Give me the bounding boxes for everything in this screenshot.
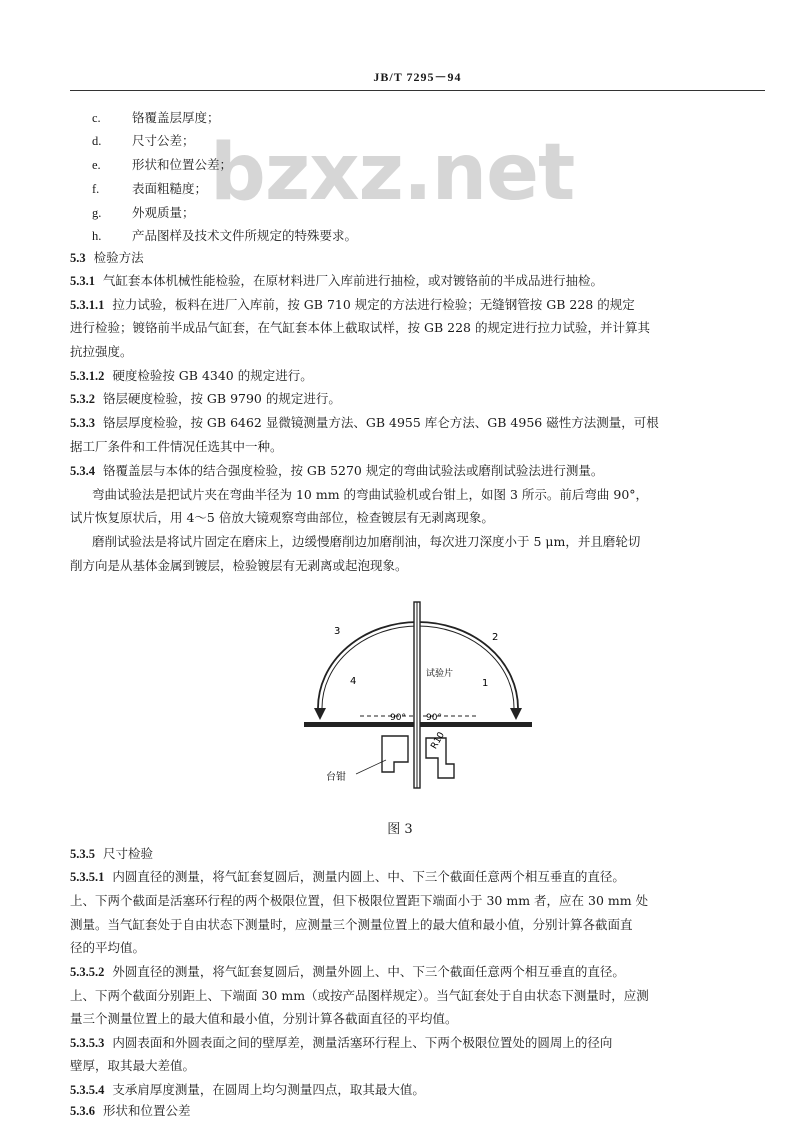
section-text: 铬层硬度检验，按 GB 9790 的规定进行。 (102, 391, 341, 406)
section-5-3-1-1-line3: 抗拉强度。 (70, 344, 133, 359)
section-text: 外圆直径的测量，将气缸套复圆后，测量外圆上、中、下三个截面任意两个相互垂直的直径。 (112, 964, 625, 979)
section-5-3-5-1-line4: 径的平均值。 (70, 940, 146, 955)
section-5-3-5-4 (70, 1082, 425, 1098)
figure-3-caption: 图 3 (387, 822, 413, 837)
section-text: 支承肩厚度测量，在圆周上均匀测量四点，取其最大值。 (112, 1082, 425, 1097)
section-5-3-5-2-line1 (70, 964, 625, 980)
section-number: 5.3.5 (70, 847, 95, 861)
section-5-3-5-1-line1 (70, 869, 625, 885)
list-label: e. (92, 158, 101, 172)
section-text: 硬度检验按 GB 4340 的规定进行。 (112, 368, 313, 383)
grind-test-line1: 磨削试验法是将试片固定在磨床上，边缓慢磨削边加磨削油，每次进刀深度小于 5 μm，并且磨轮切 (92, 534, 641, 549)
list-label: g. (92, 206, 102, 220)
section-number: 5.3.6 (70, 1104, 95, 1118)
figure-label-3: 3 (334, 626, 341, 637)
list-text: 尺寸公差； (132, 133, 195, 148)
header-rule (70, 90, 765, 91)
section-5-3-5-heading (70, 846, 153, 862)
section-5-3-5-1-line3: 测量。当气缸套处于自由状态下测量时，应测量三个测量位置上的最大值和最小值，分别计算各截面直 (70, 917, 633, 932)
list-label: h. (92, 229, 102, 243)
radius-label: R10 (429, 730, 447, 751)
list-label: d. (92, 134, 102, 148)
section-number: 5.3.5.3 (70, 1036, 105, 1050)
section-text: 内圆表面和外圆表面之间的壁厚差，测量活塞环行程上、下两个极限位置处的圆周上的径向 (112, 1035, 613, 1050)
section-text: 拉力试验，板料在进厂入库前，按 GB 710 规定的方法进行检验；无缝钢管按 GB 228 的规定 (112, 297, 635, 312)
figure-3-bend-test-diagram (290, 598, 550, 812)
section-number: 5.3.5.2 (70, 965, 105, 979)
section-5-3-3-line1 (70, 415, 659, 431)
angle-left-label: 90° (390, 713, 406, 723)
vise-label: 台钳 (326, 772, 346, 783)
section-5-3-4-line1 (70, 463, 603, 479)
section-5-3-1-1-line2: 进行检验；镀铬前半成品气缸套，在气缸套本体上截取试样，按 GB 228 的规定进行拉力试验，并计算其 (70, 320, 650, 335)
section-text: 铬层厚度检验，按 GB 6462 显微镜测量方法、GB 4955 库仑方法、GB 4956 磁性方法测量，可根 (102, 415, 659, 430)
section-5-3-1-2 (70, 368, 313, 384)
left-arrowhead (314, 708, 326, 720)
section-number: 5.3.4 (70, 464, 95, 478)
section-5-3-3-line2: 据工厂条件和工件情况任选其中一种。 (70, 439, 283, 454)
bend-test-line1: 弯曲试验法是把试片夹在弯曲半径为 10 mm 的弯曲试验机或台钳上，如图 3 所示。前后弯曲 90°， (92, 487, 649, 502)
list-label: c. (92, 111, 101, 125)
list-text: 表面粗糙度； (132, 181, 208, 196)
figure-label-2: 2 (492, 632, 499, 643)
section-5-3-5-1-line2: 上、下两个截面是活塞环行程的两个极限位置，但下极限位置距下端面小于 30 mm 者，应在 30 mm 处 (70, 893, 649, 908)
section-5-3-2 (70, 391, 341, 407)
section-5-3-1 (70, 273, 603, 289)
angle-right-label: 90° (426, 713, 442, 723)
list-label: f. (92, 182, 100, 196)
list-text: 产品图样及技术文件所规定的特殊要求。 (132, 228, 358, 243)
section-text: 铬覆盖层与本体的结合强度检验，按 GB 5270 规定的弯曲试验法或磨削试验法进行测量。 (102, 463, 604, 478)
section-number: 5.3.5.4 (70, 1083, 105, 1097)
list-item-e (92, 157, 232, 173)
section-number: 5.3 (70, 251, 86, 265)
section-number: 5.3.2 (70, 392, 95, 406)
section-5-3-5-2-line2: 上、下两个截面分别距上、下端面 30 mm（或按产品图样规定）。当气缸套处于自由状态下测量时，应测 (70, 988, 649, 1003)
section-5-3-5-2-line3: 量三个测量位置上的最大值和最小值，分别计算各截面直径的平均值。 (70, 1011, 458, 1026)
right-arrowhead (510, 708, 522, 720)
section-title: 形状和位置公差 (102, 1103, 191, 1118)
bend-test-line2: 试片恢复原状后，用 4～5 倍放大镜观察弯曲部位，检查镀层有无剥离现象。 (70, 510, 494, 525)
section-number: 5.3.1.1 (70, 298, 105, 312)
section-number: 5.3.1 (70, 274, 95, 288)
section-text: 内圆直径的测量，将气缸套复圆后，测量内圆上、中、下三个截面任意两个相互垂直的直径。 (112, 869, 625, 884)
list-item-f (92, 181, 207, 197)
section-5-3-heading (70, 250, 144, 266)
section-5-3-5-3-line2: 壁厚，取其最大差值。 (70, 1058, 196, 1073)
list-item-h (92, 228, 357, 244)
section-title: 检验方法 (93, 250, 144, 265)
specimen-label: 试验片 (426, 669, 454, 679)
section-number: 5.3.1.2 (70, 369, 105, 383)
watermark: bzxz.net (210, 128, 575, 218)
section-5-3-6-heading (70, 1103, 190, 1119)
list-item-d (92, 133, 195, 149)
list-text: 形状和位置公差； (132, 157, 233, 172)
section-text: 气缸套本体机械性能检验，在原材料进厂入库前进行抽检，或对镀铬前的半成品进行抽检。 (102, 273, 603, 288)
list-text: 铬覆盖层厚度； (132, 110, 220, 125)
section-number: 5.3.5.1 (70, 870, 105, 884)
figure-label-1: 1 (482, 678, 489, 689)
list-item-c (92, 110, 220, 126)
list-text: 外观质量； (132, 205, 195, 220)
section-title: 尺寸检验 (102, 846, 153, 861)
grind-test-line2: 削方向是从基体金属到镀层，检验镀层有无剥离或起泡现象。 (70, 558, 408, 573)
section-5-3-5-3-line1 (70, 1035, 612, 1051)
standard-number-header: JB/T 7295－94 (373, 70, 462, 84)
left-vise-jaw (382, 736, 408, 772)
figure-label-4: 4 (350, 676, 357, 687)
section-5-3-1-1-line1 (70, 297, 635, 313)
section-number: 5.3.3 (70, 416, 95, 430)
list-item-g (92, 205, 195, 221)
